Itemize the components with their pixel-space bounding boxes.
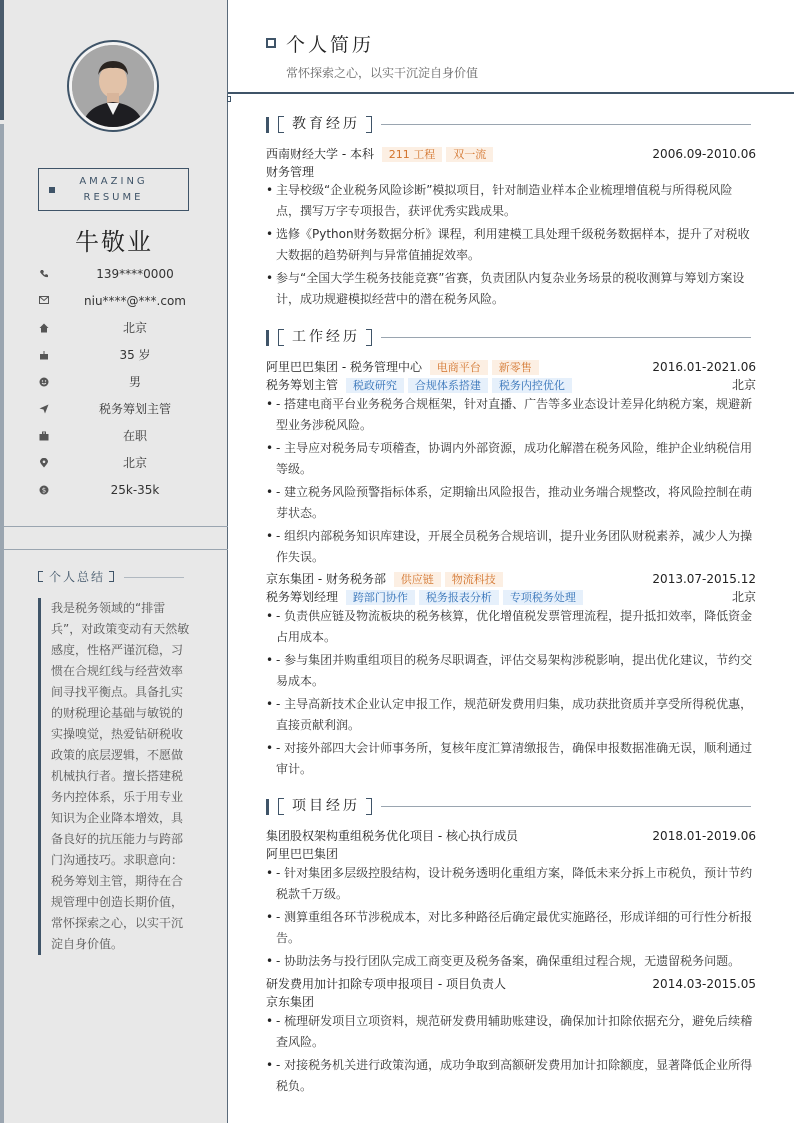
job-tag: 新零售 <box>492 360 539 375</box>
home-icon <box>38 323 50 335</box>
city-text: 北京 <box>122 456 147 470</box>
job-date: 2016.01-2021.06 <box>652 360 756 374</box>
skill-tag: 专项税务处理 <box>503 590 583 605</box>
section-education-heading <box>266 115 756 135</box>
send-icon <box>38 404 50 416</box>
list-item: • - 针对集团多层级控股结构，设计税务透明化重组方案，降低未来分拆上市税负，预计节约税款千万级。 <box>266 863 756 905</box>
project-date: 2018.01-2019.06 <box>652 829 756 843</box>
page-title: 个人简历 <box>286 34 375 56</box>
work-title: 工作经历 <box>292 329 360 345</box>
list-item: • - 对接外部四大会计师事务所，复核年度汇算清缴报告，确保申报数据准确无误，顺利通过审计。 <box>266 738 756 780</box>
projects-title: 项目经历 <box>292 798 360 814</box>
info-salary <box>30 482 200 502</box>
info-location <box>30 320 200 340</box>
summary-title: 个人总结 <box>49 570 106 584</box>
project-name: 集团股权架构重组税务优化项目 - 核心执行成员 <box>266 829 518 843</box>
email-text: niu****@***.com <box>84 294 186 308</box>
badge-line-2: RESUME <box>83 192 144 203</box>
education-tag: 211 工程 <box>382 147 443 162</box>
info-age <box>30 347 200 367</box>
amazing-resume-badge <box>38 168 189 211</box>
job-city: 北京 <box>731 590 756 604</box>
list-item: • - 负责供应链及物流板块的税务核算，优化增值税发票管理流程，提升抵扣效率，降低资金占用成本。 <box>266 606 756 648</box>
avatar <box>67 40 159 132</box>
skill-tag: 税务报表分析 <box>419 590 499 605</box>
skill-tag: 税务内控优化 <box>492 378 572 393</box>
education-major: 财务管理 <box>266 165 315 179</box>
money-icon <box>38 485 50 497</box>
project-org: 阿里巴巴集团 <box>266 847 339 861</box>
project-header-row <box>266 828 756 844</box>
salary-text: 25k-35k <box>110 483 160 497</box>
svg-text:$: $ <box>41 486 47 495</box>
phone-text: 139****0000 <box>96 267 174 281</box>
list-item: • - 组织内部税务知识库建设，开展全员税务合规培训，提升业务团队财税素养，减少人为操作失误。 <box>266 526 756 568</box>
skill-tag: 合规体系搭建 <box>408 378 488 393</box>
list-item: • - 测算重组各环节涉税成本，对比多种路径后确定最优实施路径，形成详细的可行性分析报告。 <box>266 907 756 949</box>
project-date: 2014.03-2015.05 <box>652 977 756 991</box>
briefcase-icon <box>38 431 50 443</box>
position-text: 税务筹划主管 <box>98 402 171 416</box>
list-item: • - 建立税务风险预警指标体系，定期输出风险报告，推动业务端合规整改，将风险控制在萌芽状态。 <box>266 482 756 524</box>
job-role-row <box>266 377 756 393</box>
list-item: • 选修《Python财务数据分析》课程，利用建模工具处理千级税务数据样本，提升了对税收大数据的趋势研判与异常值捕捉效率。 <box>266 224 756 266</box>
list-item: • - 协助法务与投行团队完成工商变更及税务备案，确保重组过程合规，无遗留税务问题。 <box>266 951 756 972</box>
phone-icon <box>38 269 50 281</box>
header-marker <box>227 96 231 102</box>
job-company: 京东集团 - 财务税务部 <box>266 572 386 586</box>
list-item: • - 参与集团并购重组项目的税务尽职调查，评估交易架构涉税影响，提出优化建议，节约交易成本。 <box>266 650 756 692</box>
project-org: 京东集团 <box>266 995 315 1009</box>
gender-text: 男 <box>128 375 141 389</box>
list-item: • 参与“全国大学生税务技能竞赛”省赛，负责团队内复杂业务场景的税收测算与筹划方案设计，成功规避模拟经营中的潜在税务风险。 <box>266 268 756 310</box>
bracket-right-icon <box>109 571 114 582</box>
education-tag: 双一流 <box>446 147 493 162</box>
job-header-row <box>266 359 756 375</box>
location-icon <box>38 458 50 470</box>
summary-heading <box>38 568 114 585</box>
location-text: 北京 <box>122 321 147 335</box>
education-school-row <box>266 146 756 162</box>
skill-tag: 跨部门协作 <box>346 590 415 605</box>
status-text: 在职 <box>122 429 147 443</box>
list-item: • - 搭建电商平台业务税务合规框架，针对直播、广告等多业态设计差异化纳税方案，规避新型业务涉税风险。 <box>266 394 756 436</box>
summary-heading-line <box>124 577 184 578</box>
job-tag: 电商平台 <box>430 360 488 375</box>
info-status <box>30 428 200 448</box>
section-projects-heading <box>266 797 756 817</box>
candidate-name: 牛敬业 <box>75 228 153 256</box>
job-role: 税务筹划主管 <box>266 378 339 392</box>
job-header-row <box>266 571 756 587</box>
info-email <box>30 293 200 313</box>
job-tag: 物流科技 <box>445 572 503 587</box>
info-gender <box>30 374 200 394</box>
summary-text: 我是税务领域的“排雷兵”，对政策变动有天然敏感度，性格严谨沉稳，习惯在合规红线与经营效率间寻找平衡点。具备扎实的财税理论基础与敏锐的实操嗅觉，热爱钻研税收政策的底层逻辑，不愿做机械执行者。擅长搭建税务内控体系，乐于用专业知识为企业降本增效，具备良好的抗压能力与跨部门沟通技巧。求职意向：税务筹划主管，期待在合规管理中创造长期价值，常怀探索之心，以实干沉淀自身价值。 <box>38 598 190 955</box>
email-icon <box>38 296 50 308</box>
job-role: 税务筹划经理 <box>266 590 339 604</box>
education-date: 2006.09-2010.06 <box>652 147 756 161</box>
info-phone <box>30 266 200 286</box>
sidebar-stripe-lower <box>0 124 4 1123</box>
badge-line-1: AMAZING <box>79 176 148 187</box>
job-city: 北京 <box>731 378 756 392</box>
list-item: • - 对接税务机关进行政策沟通，成功争取到高额研发费用加计扣除额度，显著降低企业所得税负。 <box>266 1055 756 1097</box>
section-work-heading <box>266 328 756 348</box>
info-position <box>30 401 200 421</box>
list-item: • - 主导应对税务局专项稽查，协调内外部资源，成功化解潜在税务风险，维护企业纳税信用等级。 <box>266 438 756 480</box>
header-divider <box>228 92 794 94</box>
list-item: • - 主导高新技术企业认定申报工作，规范研发费用归集，成功获批资质并享受所得税优惠，直接贡献利润。 <box>266 694 756 736</box>
title-square-icon <box>266 38 276 48</box>
age-text: 35 岁 <box>119 348 151 362</box>
cake-icon <box>38 350 50 362</box>
sidebar-divider-top <box>4 526 228 527</box>
job-role-row <box>266 589 756 605</box>
sidebar-divider-bottom <box>4 549 228 550</box>
info-city <box>30 455 200 475</box>
avatar-photo <box>72 45 154 127</box>
job-date: 2013.07-2015.12 <box>652 572 756 586</box>
skill-tag: 税政研究 <box>346 378 404 393</box>
project-name: 研发费用加计扣除专项申报项目 - 项目负责人 <box>266 977 506 991</box>
main-content <box>228 0 794 1123</box>
list-item: • 主导校级“企业税务风险诊断”模拟项目，针对制造业样本企业梳理增值税与所得税风险点，撰写万字专项报告，获评优秀实践成果。 <box>266 180 756 222</box>
project-header-row <box>266 976 756 992</box>
list-item: • - 梳理研发项目立项资料，规范研发费用辅助账建设，确保加计扣除依据充分，避免后续稽查风险。 <box>266 1011 756 1053</box>
job-tag: 供应链 <box>394 572 441 587</box>
job-company: 阿里巴巴集团 - 税务管理中心 <box>266 360 422 374</box>
sidebar-stripe <box>0 0 4 120</box>
badge-square-icon <box>49 187 55 193</box>
smile-icon <box>38 377 50 389</box>
education-school: 西南财经大学 - 本科 <box>266 147 374 161</box>
sidebar <box>0 0 228 1123</box>
page-subtitle: 常怀探索之心，以实干沉淀自身价值 <box>286 66 479 80</box>
education-title: 教育经历 <box>292 116 360 132</box>
bracket-left-icon <box>38 571 43 582</box>
